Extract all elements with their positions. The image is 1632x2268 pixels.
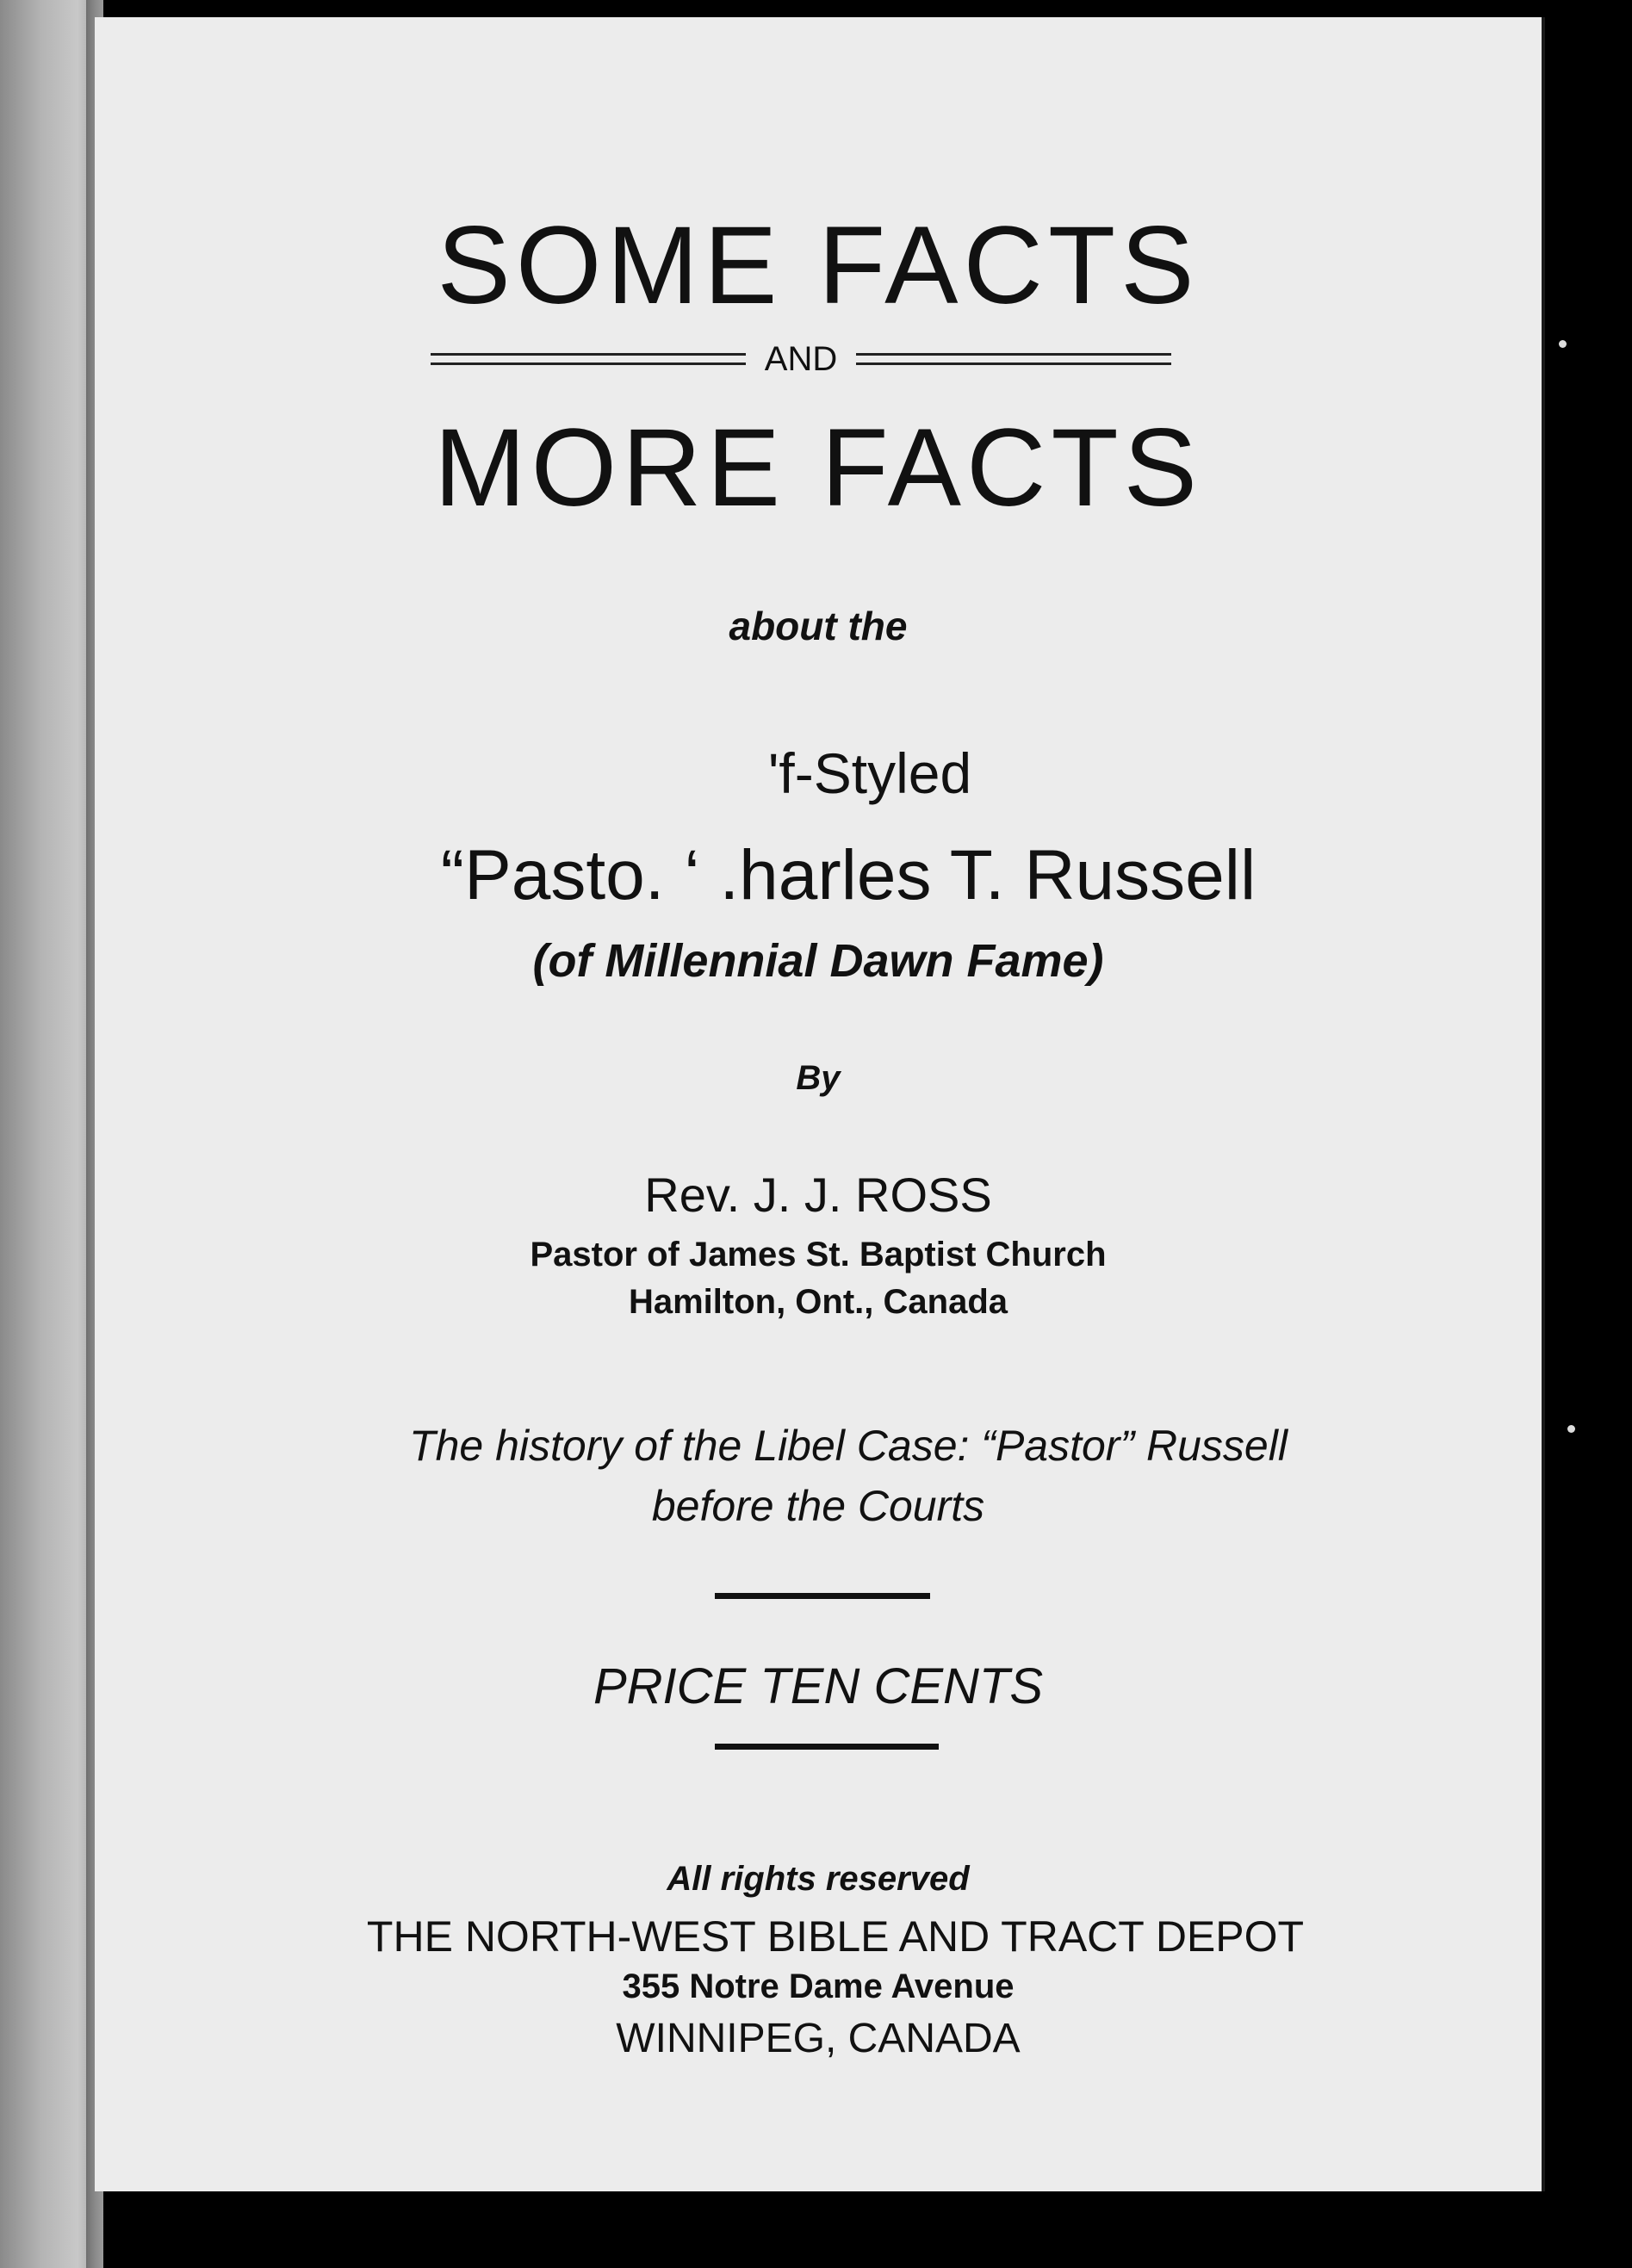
and-divider bbox=[431, 338, 1171, 381]
publisher-city: WINNIPEG, CANADA bbox=[616, 2016, 1021, 2061]
title-line-1: SOME FACTS bbox=[437, 204, 1200, 327]
left-double-rule bbox=[431, 353, 746, 365]
title-page bbox=[95, 17, 1545, 2191]
rule-above-price bbox=[715, 1593, 930, 1599]
rights-reserved: All rights reserved bbox=[667, 1860, 970, 1898]
rule-below-price bbox=[715, 1744, 939, 1750]
fame-line: (of Millennial Dawn Fame) bbox=[532, 935, 1104, 987]
publisher: THE NORTH-WEST BIBLE AND TRACT DEPOT bbox=[366, 1912, 1305, 1961]
pastor-name-line: “Pasto. ‘ .harles T. Russell bbox=[440, 836, 1257, 914]
right-double-rule bbox=[856, 353, 1171, 365]
publisher-address: 355 Notre Dame Avenue bbox=[622, 1967, 1015, 2005]
self-styled: 'f-Styled bbox=[767, 741, 972, 805]
history-line-1: The history of the Libel Case: “Pastor” Russell bbox=[409, 1422, 1288, 1470]
author-name: Rev. J. J. ROSS bbox=[644, 1168, 992, 1222]
author-location: Hamilton, Ont., Canada bbox=[628, 1283, 1008, 1321]
and-word: AND bbox=[764, 339, 838, 378]
title-line-2: MORE FACTS bbox=[433, 406, 1203, 530]
history-line-2: before the Courts bbox=[651, 1482, 985, 1530]
price: PRICE TEN CENTS bbox=[593, 1658, 1044, 1714]
author-role: Pastor of James St. Baptist Church bbox=[530, 1236, 1107, 1273]
about-the: about the bbox=[729, 604, 908, 648]
by-label: By bbox=[796, 1059, 841, 1097]
speck-mark bbox=[1567, 1425, 1575, 1433]
speck-mark bbox=[1559, 340, 1567, 348]
